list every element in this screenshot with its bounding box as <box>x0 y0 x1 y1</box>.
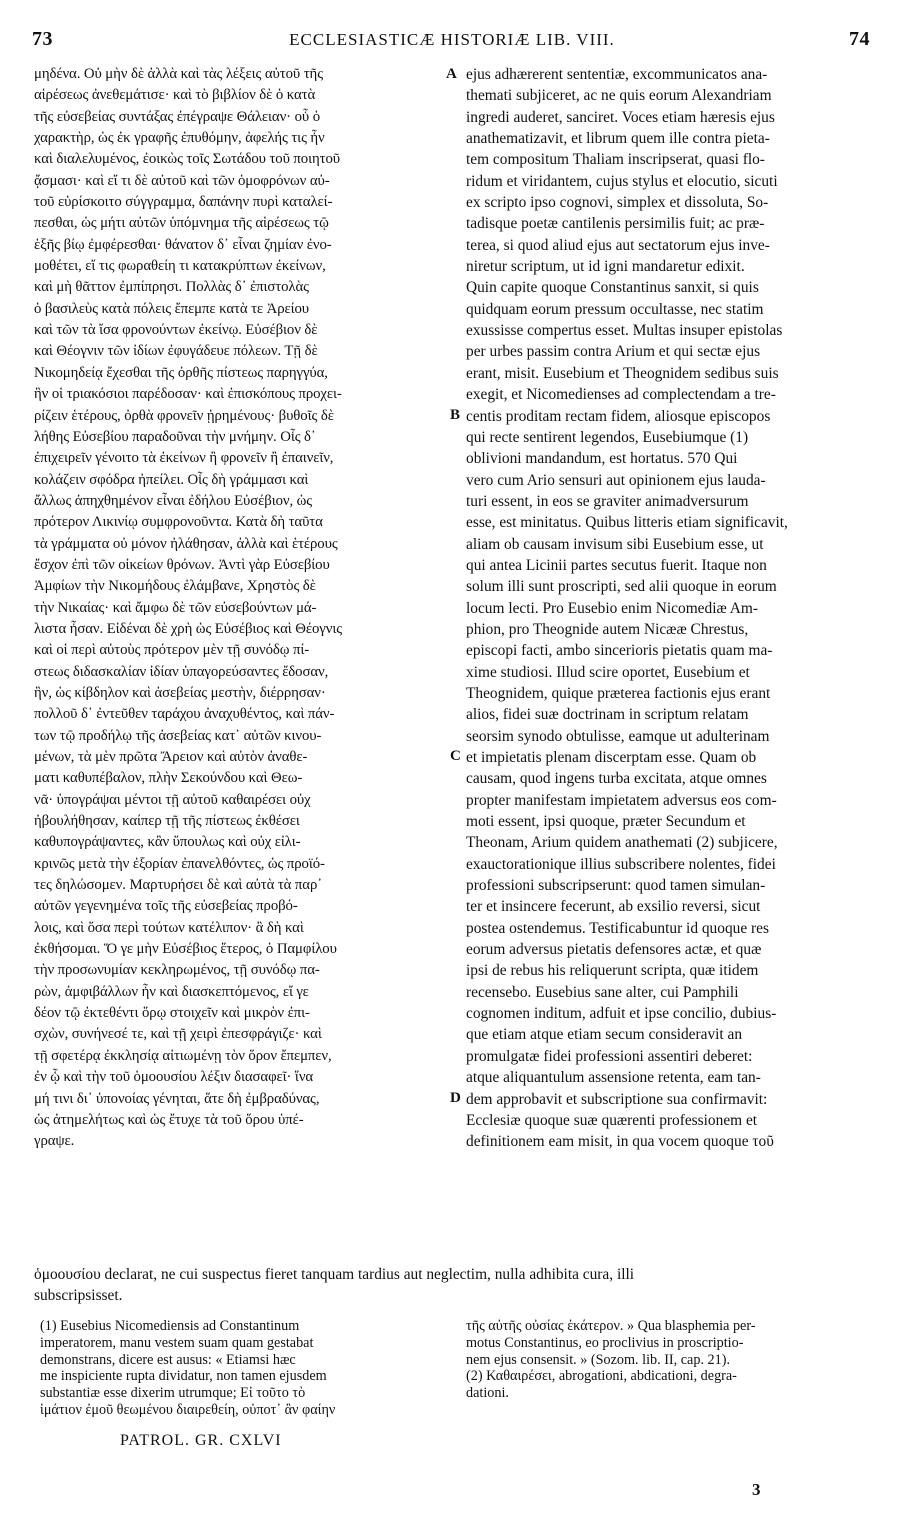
section-marker-b: B <box>450 407 461 423</box>
greek-text-line: Ἀμφίων τὴν Νικομήδους ἐλάμβανε, Χρηστὸς δὲ <box>34 578 316 595</box>
right-page-number: 74 <box>849 28 870 50</box>
latin-text-line: xime studiosi. Illud scire oportet, Eusebium et <box>466 663 750 681</box>
footnote-line: demonstrans, dicere est ausus: « Etiamsi hæc <box>40 1351 296 1368</box>
footnote-line: τῆς αὐτῆς οὐσίας ἑκάτερον. » Qua blasphemia per- <box>466 1318 756 1334</box>
footnote-line: ἱμάτιον ἐμοῦ θεωμένου διαιρεθείη, οὐποτ᾽ ἂν φαίην <box>40 1401 336 1418</box>
greek-text-line: γραψε. <box>34 1133 75 1150</box>
latin-text-line: themati subjiceret, ac ne quis eorum Alexandriam <box>466 87 772 105</box>
running-header <box>30 28 874 54</box>
greek-text-line: ἐν ᾧ καὶ τὴν τοῦ ὁμοουσίου λέξιν διασαφεῖ· ἵνα <box>34 1069 314 1086</box>
latin-text-line: centis proditam rectam fidem, aliosque episcopos <box>466 407 771 425</box>
latin-text-line: ridum et viridantem, cujus stylus et elocutio, sicuti <box>466 172 778 190</box>
footnote-line: (1) Eusebius Nicomediensis ad Constantinum <box>40 1318 300 1334</box>
latin-text-column <box>466 64 872 1304</box>
latin-text-line: ejus adhærerent sententiæ, excommunicatos ana- <box>466 66 768 83</box>
greek-text-line: αἱρέσεως ἀνεθεμάτισε· καὶ τὸ βιβλίον δὲ ὁ κατὰ <box>34 87 316 104</box>
closing-text-line: ὁμοουσίου declarat, ne cui suspectus fieret tanquam tardius aut neglectim, nulla adhibita cura, illi <box>34 1266 635 1283</box>
greek-text-line: κολάζειν σφόδρα ἠπείλει. Οἷς δὴ γράμμασι καὶ <box>34 471 309 488</box>
footnote-line: imperatorem, manu vestem suam quam gestabat <box>40 1334 314 1351</box>
latin-text-line: qui antea Licinii partes secutus fuerit. Itaque non <box>466 556 767 574</box>
greek-text-column <box>34 64 454 1304</box>
greek-text-line: καὶ μὴ θᾶττον ἐμπίπρησι. Πολλὰς δ᾽ ἐπιστολὰς <box>34 279 309 296</box>
greek-text-line: σχὼν, συνήνεσέ τε, καὶ τῇ χειρὶ ἐπεσφράγιζε· καὶ <box>34 1026 322 1043</box>
greek-text-line: ἐπιχειρεῖν γένοιτο τὰ ἐκείνων ἢ φρονεῖν ἢ ἐπαινεῖν, <box>34 450 334 467</box>
greek-text-line: δέον τῷ ἐκτεθέντι ὅρῳ στοιχεῖν καὶ μικρὸν ἐπι- <box>34 1005 310 1022</box>
greek-text-line: ὡς ἀτημελήτως καὶ ὡς ἔτυχε τὰ τοῦ ὅρου ὑπέ- <box>34 1111 304 1128</box>
greek-text-line: τῆς εὐσεβείας συντάξας ἐπέγραψε Θάλειαν· οὗ ὁ <box>34 108 321 125</box>
latin-text-line: terea, si quod aliud ejus aut sectatorum ejus inve- <box>466 236 770 254</box>
latin-text-line: oblivioni mandandum, est hortatus. 570 Qui <box>466 450 738 468</box>
left-page-number: 73 <box>32 28 53 50</box>
latin-text-line: atque aliquantulum assensione retenta, eam tan- <box>466 1069 761 1087</box>
footnote-line: motus Constantinus, eo proclivius in proscriptio- <box>466 1334 744 1351</box>
greek-text-line: λήθης Εὐσεβίου παραδοῦναι τὴν μνήμην. Οἷς δ᾽ <box>34 428 316 445</box>
greek-text-line: Νικομηδείᾳ ἔχεσθαι τῆς ὀρθῆς πίστεως παρηγγύα, <box>34 364 328 381</box>
latin-text-line: dem approbavit et subscriptione sua confirmavit: <box>466 1090 768 1108</box>
greek-text-line: καὶ οἱ περὶ αὐτοὺς πρότερον μὲν τῇ συνόδῳ πί- <box>34 642 310 659</box>
latin-text-line: propter manifestam impietatem adversus eos com- <box>466 791 777 809</box>
greek-text-line: ρὼν, ἀμφιβάλλων ἦν καὶ διασκεπτόμενος, εἴ γε <box>34 983 309 1000</box>
latin-text-line: locum lecti. Pro Eusebio enim Nicomediæ Am- <box>466 599 758 617</box>
greek-text-line: αὐτῶν γεγενημένα τοῖς τῆς εὐσεβείας προβό- <box>34 898 298 915</box>
greek-text-line: στεως διδασκαλίαν ἰδίαν ὑπαγορεύσαντες ἔδοσαν, <box>34 663 329 680</box>
footnotes-right-column <box>466 1318 876 1402</box>
greek-text-line: καὶ τῶν τὰ ἴσα φρονούντων ἐκείνῳ. Εὐσέβιον δὲ <box>34 322 318 339</box>
closing-text-line: subscripsisset. <box>34 1287 123 1304</box>
latin-text-line: ter et insincere fecerunt, ab exsilio reversi, sicut <box>466 898 761 916</box>
greek-text-line: ρίζειν ἑτέρους, ὀρθὰ φρονεῖν ᾑρημένους· βυθοῖς δὲ <box>34 407 334 424</box>
greek-text-line: ἠβουλήθησαν, καίπερ τῇ τῆς πίστεως ἐκθέσει <box>34 813 300 830</box>
latin-text-line: erant, misit. Eusebium et Theognidem sedibus suis <box>466 364 779 382</box>
full-width-closing-lines <box>34 1264 874 1306</box>
greek-text-line: των τῷ προδήλῳ τῆς ἀσεβείας κατ᾽ αὐτῶν κινου- <box>34 727 322 744</box>
greek-text-line: τες δηλώσομεν. Μαρτυρήσει δὲ καὶ αὐτὰ τὰ παρ᾽ <box>34 877 323 894</box>
latin-text-line: tem compositum Thaliam inscripserat, quasi flo- <box>466 151 765 169</box>
section-marker-d: D <box>450 1090 461 1106</box>
latin-text-line: que etiam atque etiam secum consideravit an <box>466 1026 743 1044</box>
latin-text-line: Quin capite quoque Constantinus sanxit, si quis <box>466 279 759 297</box>
greek-text-line: ἣν οἱ τριακόσιοι παρέδοσαν· καὶ ἐπισκόπους προχει- <box>34 386 342 403</box>
footnote-line: me inspiciente rupta dividatur, non tamen ejusdem <box>40 1368 327 1385</box>
latin-text-line: esse, est minitatus. Quibus litteris etiam significavit, <box>466 514 788 532</box>
greek-text-line: πολλοῦ δ᾽ ἐντεῦθεν ταράχου ἀναχυθέντος, καὶ πάν- <box>34 706 335 723</box>
latin-text-line: postea ostendemus. Testificabuntur id quoque res <box>466 919 769 937</box>
latin-text-line: phion, pro Theognide autem Nicææ Chrestus, <box>466 620 749 638</box>
sheet-number: 3 <box>752 1480 761 1499</box>
greek-text-line: κρινῶς μετὰ τὴν ἐξορίαν ἐπανελθόντες, ὡς προϊό- <box>34 855 325 872</box>
greek-text-line: χαρακτὴρ, ὡς ἐκ γραφῆς ἐπυθόμην, ἀφελής τις ἦν <box>34 130 325 147</box>
greek-text-line: πρότερον Λικινίῳ συμφρονοῦντα. Κατὰ δὴ ταῦτα <box>34 514 323 531</box>
latin-text-line: alios, fidei suæ doctrinam in scriptum relatam <box>466 706 749 724</box>
printer-signature-mark: PATROL. GR. CXLVI <box>120 1432 282 1449</box>
latin-text-line: seorsim synodo obtulisse, eamque ut adulterinam <box>466 727 770 745</box>
greek-text-line: ματι καθυπέβαλον, πλὴν Σεκούνδου καὶ Θεω- <box>34 770 303 787</box>
latin-text-line: anathematizavit, et librum quem ille contra pieta- <box>466 130 770 148</box>
latin-text-line: ex scripto ipso cognovi, simplex et dissoluta, So- <box>466 194 769 212</box>
greek-text-line: μή τινι δι᾽ ὑπονοίας γένηται, ἅτε δὴ ἐμβραδύνας, <box>34 1090 320 1107</box>
greek-text-line: μοθέτει, εἴ τις φωραθείη τι κατακρύπτων ἐκείνων, <box>34 258 326 275</box>
latin-text-line: definitionem eam misit, in qua vocem quoque τοῦ <box>466 1133 774 1151</box>
latin-text-line: episcopi facti, ambo sincerioris pietatis quam ma- <box>466 642 773 660</box>
greek-text-line: τὴν προσωνυμίαν κεκληρωμένος, τῇ συνόδῳ πα- <box>34 962 320 979</box>
latin-text-line: recensebo. Eusebius sane alter, cui Pamphili <box>466 983 739 1001</box>
greek-text-line: καὶ Θέογνιν τῶν ἰδίων ἐφυγάδευε πόλεων. Τῇ δὲ <box>34 343 318 360</box>
section-marker-c: C <box>450 748 461 764</box>
latin-text-line: qui recte sentirent legendos, Eusebiumque (1) <box>466 428 749 446</box>
latin-text-line: exussisse compertus esset. Multas insuper epistolas <box>466 322 783 340</box>
latin-text-line: et impietatis plenam discerptam esse. Quam ob <box>466 749 757 766</box>
latin-text-line: cognomen inditum, adfuit et ipse concilio, dubius- <box>466 1005 777 1023</box>
greek-text-line: πεσθαι, ὡς μήτι αὐτῶν ὑπόμνημα τῆς αἱρέσεως τῷ <box>34 215 329 232</box>
greek-text-line: τὰ γράμματα οὐ μόνον ἠλάθησαν, ἀλλὰ καὶ ἑτέρους <box>34 535 338 552</box>
section-marker-a: A <box>446 66 457 82</box>
greek-text-line: καὶ διαλελυμένος, ἐοικὼς τοῖς Σωτάδου τοῦ ποιητοῦ <box>34 151 340 168</box>
latin-text-line: vero cum Ario sensuri aut opinionem ejus lauda- <box>466 471 766 489</box>
greek-text-line: μένων, τὰ μὲν πρῶτα Ἄρειον καὶ αὐτὸν ἀναθε- <box>34 749 308 765</box>
latin-text-line: Theonam, Arium quidem anathemati (2) subjicere, <box>466 834 778 852</box>
latin-text-line: aliam ob causam invisum sibi Eusebium esse, ut <box>466 535 764 553</box>
latin-text-line: exegit, et Nicomedienses ad complectendam a tre- <box>466 386 776 404</box>
latin-text-line: solum illi sunt proscripti, sed alii quoque in eorum <box>466 578 777 596</box>
latin-text-line: tadisque poetæ cantilenis persimilis fuit; ac præ- <box>466 215 765 233</box>
latin-text-line: causam, quod ingens turba excitata, atque omnes <box>466 770 767 788</box>
greek-text-line: λοις, καὶ ὅσα περὶ τούτων κατέλιπον· ἃ δὴ καὶ <box>34 919 304 936</box>
greek-text-line: ᾄσμασι· καὶ εἴ τι δὲ αὐτοῦ καὶ τῶν ὁμοφρόνων αὐ- <box>34 172 330 189</box>
latin-text-line: moti essent, ipsi quoque, præter Secundum et <box>466 813 746 831</box>
latin-text-line: ipsi de rebus his reliquerunt scripta, quæ itidem <box>466 962 759 980</box>
greek-text-line: ἐκθήσομαι. Ὅ γε μὴν Εὐσέβιος ἕτερος, ὁ Παμφίλου <box>34 941 337 958</box>
latin-text-line: quidquam eorum pressum occultasse, nec statim <box>466 300 764 318</box>
footnote-line: nem ejus consensit. » (Sozom. lib. II, cap. 21). <box>466 1351 730 1368</box>
greek-text-line: τὴν Νικαίας· καὶ ἄμφω δὲ τῶν εὐσεβούντων μά- <box>34 599 317 616</box>
footnote-line: (2) Καθαιρέσει, abrogationi, abdicationi, degra- <box>466 1368 737 1385</box>
latin-text-line: promulgatæ fidei professioni assentiri deberet: <box>466 1047 753 1065</box>
greek-text-line: νᾶ· ὑπογράψαι μέντοι τῇ αὐτοῦ καθαιρέσει οὐχ <box>34 791 311 808</box>
greek-text-line: τοῦ εὑρίσκοιτο σύγγραμμα, δαπάνην πυρὶ καταλεί- <box>34 194 333 211</box>
running-title: ECCLESIASTICÆ HISTORIÆ LIB. VIII. <box>289 30 615 49</box>
footnote-line: substantiæ esse dixerim utrumque; Εἰ τοῦτο τὸ <box>40 1385 306 1402</box>
greek-text-line: λιστα ἦσαν. Εἰδέναι δὲ χρὴ ὡς Εὐσέβιος καὶ Θέογνις <box>34 620 342 637</box>
greek-text-line: ἑξῆς βίῳ ἐμφέρεσθαι· θάνατον δ᾽ εἶναι ζημίαν ἐνο- <box>34 236 332 253</box>
latin-text-line: eorum adversus pietatis defensores actæ, et quæ <box>466 941 762 959</box>
latin-text-line: ingredi auderet, sanciret. Voces etiam hæresis ejus <box>466 108 775 126</box>
greek-text-line: τῇ σφετέρᾳ ἐκκλησίᾳ αἰτιωμένῃ τὸν ὅρον ἔπεμπεν, <box>34 1047 332 1064</box>
latin-text-line: per urbes passim contra Arium et qui sectæ ejus <box>466 343 761 361</box>
greek-text-line: ἔσχον ἐπὶ τῶν οἰκείων θρόνων. Ἀντὶ γὰρ Εὐσεβίου <box>34 556 330 573</box>
footnotes-left-column <box>40 1318 450 1419</box>
latin-text-line: turi essent, in eos se graviter animadversurum <box>466 492 749 510</box>
greek-text-line: ἄλλως ἀπηχθημένον εἶναι ἐδήλου Εὐσέβιον, ὡς <box>34 492 313 509</box>
greek-text-line: μηδένα. Οὐ μὴν δὲ ἀλλὰ καὶ τὰς λέξεις αὐτοῦ τῆς <box>34 66 323 82</box>
latin-text-line: Theognidem, quique præterea factionis ejus erant <box>466 684 771 702</box>
footnote-line: dationi. <box>466 1385 509 1402</box>
greek-text-line: ἣν, ὡς κίβδηλον καὶ ἀσεβείας μεστὴν, διέρρησαν· <box>34 684 326 701</box>
latin-text-line: Ecclesiæ quoque suæ quærenti professionem et <box>466 1111 758 1129</box>
greek-text-line: καθυπογράψαντες, κἂν ὕπουλως καὶ οὐχ εἰλι- <box>34 834 301 851</box>
latin-text-line: niretur scriptum, ut id igni mandaretur edixit. <box>466 258 745 276</box>
latin-text-line: professioni subscripserunt: quod tamen simulan- <box>466 877 766 895</box>
latin-text-line: exauctorationique illius subscribere nolentes, fidei <box>466 855 776 873</box>
greek-text-line: ὁ βασιλεὺς κατὰ πόλεις ἔπεμπε κατὰ τε Ἀρείου <box>34 300 310 317</box>
